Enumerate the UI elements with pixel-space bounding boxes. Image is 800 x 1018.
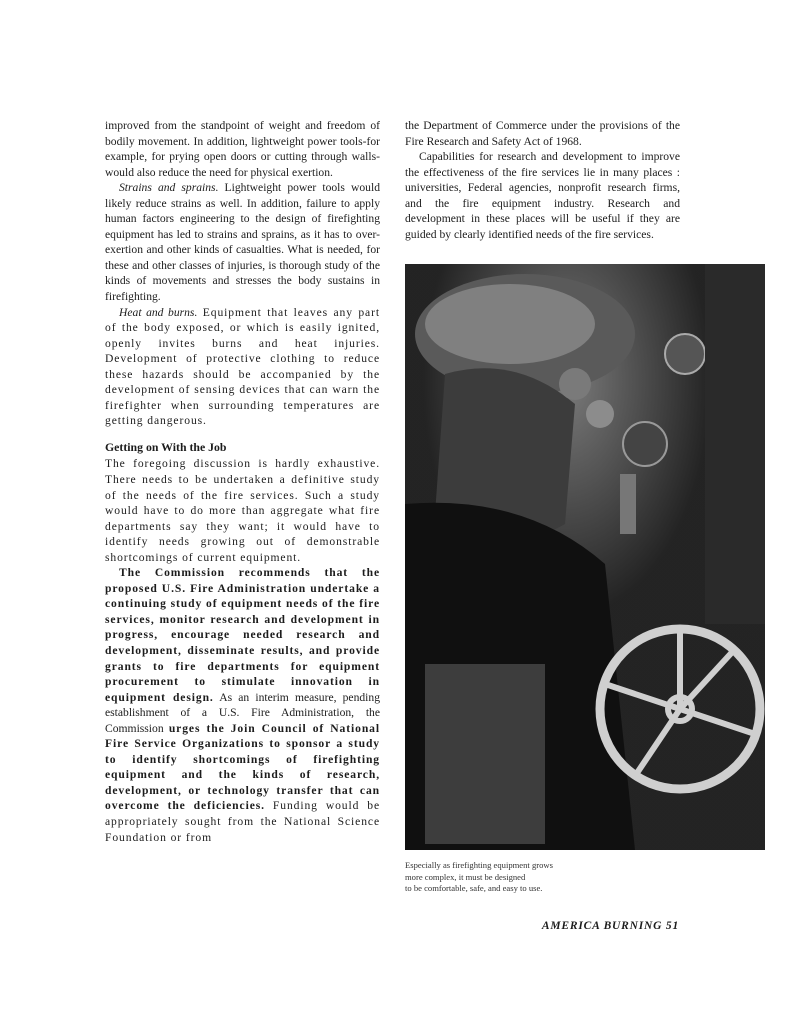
caption-line: Especially as firefighting equipment grows: [405, 860, 553, 870]
page-footer: AMERICA BURNING 51: [541, 920, 679, 932]
recommendation-text: As an interim measure, pending establishment of a U.S. Fire Administration, the Commission: [105, 690, 380, 735]
paragraph-strains: [105, 180, 380, 304]
photo-caption: [405, 860, 665, 895]
recommendation-bold: The Commission recommends that the proposed U.S. Fire Administration undertake a continuing study of equipment needs of the fire services, monitor research and development in progress, encourage needed research and development, disseminate results, and provide grants to fire departments for equipment procurement to stimulate innovation in equipment design.: [105, 566, 380, 704]
run-in-head-heat: Heat and burns.: [119, 305, 198, 319]
caption-line: more complex, it must be designed: [405, 871, 526, 882]
funding-text: Funding would be appropriately sought from the National Science Foundation or from: [105, 799, 380, 844]
paragraph-department: the Department of Commerce under the provisions of the Fire Research and Safety Act of 1968.: [405, 119, 680, 148]
paragraph-power-tools: improved from the standpoint of weight and freedom of bodily movement. In addition, lightweight power tools-for example, for prying open doors or cutting through walls-would also reduce the need for physical exertion.: [105, 119, 380, 179]
paragraph-foregoing: The foregoing discussion is hardly exhaustive. There needs to be undertaken a definitive study of the needs of the fire services. Such a study would have to do more than aggregate what fire departments say they want; it would have to identify needs growing out of demonstrable shortcomings of current equipment.: [105, 457, 380, 564]
left-column: [105, 118, 380, 845]
firefighter-photo-illustration: [405, 264, 765, 850]
paragraph-capabilities: Capabilities for research and development to improve the effectiveness of the fire services lie in many places : universities, Federal agencies, nonprofit research firms, and the fire equipment industry. Research and development in these places will be useful if they are guided by clearly identified needs of the fire services.: [405, 150, 680, 241]
strains-body: Lightweight power tools would likely reduce strains as well. In addition, failure to apply human factors engineering to the design of firefighting equipment has led to strains and sprains, as it has to over-exertion and other kinds of casualties. What is needed, for these and other classes of injuries, is thorough study of the kinds of movements and stresses the body sustains in firefighting.: [105, 181, 380, 304]
firefighter-photo: [405, 264, 765, 850]
caption-line: to be comfortable, safe, and easy to use.: [405, 883, 543, 894]
paragraph-heat: [105, 305, 380, 429]
section-heading: Getting on With the Job: [105, 439, 227, 454]
run-in-head-strains: Strains and sprains.: [119, 181, 219, 195]
paragraph-recommendation: [105, 565, 380, 845]
right-column: [405, 118, 680, 242]
urges-bold: urges the Join Council of National Fire Service Organizations to sponsor a study to identify shortcomings of firefighting equipment and the kinds of research, development, or technology transfer that can overcome the deficiencies.: [105, 721, 380, 813]
heat-body: Equipment that leaves any part of the body exposed, or which is easily ignited, openly invites burns and heat injuries. Development of protective clothing to reduce these hazards should be accompanied by the development of sensing devices that can warn the firefighter when surrounding temperatures are getting dangerous.: [105, 305, 380, 428]
